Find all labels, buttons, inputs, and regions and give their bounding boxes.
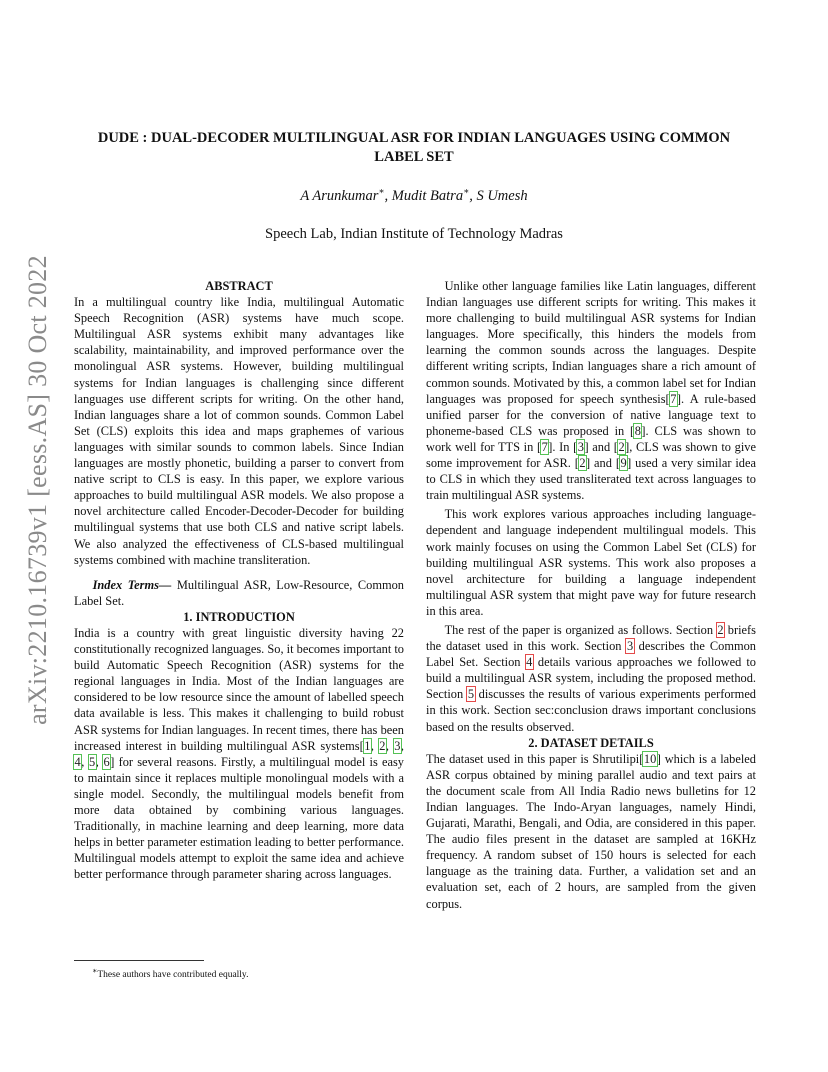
dataset-text: The dataset used in this paper is Shrutilipi[ — [426, 751, 644, 766]
citation-link[interactable]: 6 — [103, 754, 110, 769]
footnote-mark: ∗ — [92, 966, 98, 975]
intro-text: ], CLS was shown to give some improvement for ASR. [ — [426, 439, 756, 471]
left-column — [74, 278, 404, 882]
intro-text: details various approaches we followed to build a multilingual ASR system, including the proposed method. Section — [426, 655, 756, 702]
abstract-heading: ABSTRACT — [205, 279, 273, 293]
footnote-text — [92, 965, 404, 981]
citation-link[interactable]: 8 — [634, 423, 641, 438]
intro-text: ]. In [ — [548, 439, 578, 454]
intro-text: ] and [ — [586, 456, 620, 471]
dataset-text: ] which is a labeled ASR corpus obtained by mining parallel audio and text pairs at the document scale from All India Radio news bulletins for 12 Indian languages. The Indo-Aryan languages, namely Hindi, Gujarati, Marathi, Bengali, and Odia, are considered in this paper. The audio files present in the dataset are sampled at 16KHz frequency. A random subset of 150 hours is selected for each language as the training data. Further, a validation set and an evaluation set, each of 2 hours, are sampled from the given corpus. — [426, 751, 756, 911]
intro-text: ]. A rule-based unified parser for the conversion of native language text to phoneme-based CLS was proposed in [ — [426, 391, 756, 438]
author-name: Mudit Batra — [391, 187, 464, 204]
citation-link[interactable]: 7 — [670, 391, 677, 406]
intro-paragraph-4 — [426, 622, 756, 735]
intro-paragraph-2 — [426, 278, 756, 503]
footnote-rule — [74, 960, 204, 961]
author-name: A Arunkumar — [300, 187, 379, 204]
intro-text: ] for several reasons. Firstly, a multilingual model is easy to maintain since it replaces multiple monolingual models with a single model. Secondly, the multilingual models benefit from more data obtained by combining various languages. Traditionally, in machine learning and deep learning, more data helps in better parameter estimation leading to better performance. Multilingual models attempt to exploit the same idea and achieve better performance through parameter sharing across languages. — [74, 754, 404, 882]
paper-title: DUDE : DUAL-DECODER MULTILINGUAL ASR FOR INDIAN LANGUAGES USING COMMON LABEL SET — [97, 130, 731, 165]
arxiv-sidebar — [18, 255, 58, 725]
intro-paragraph-3: This work explores various approaches including language-dependent and language independent multilingual models. This work mainly focuses on using the Common Label Set (CLS) for building multilingual ASR systems. This work also proposes a novel architecture for building a language independent multilingual ASR system that might pave way for future research in this area. — [426, 507, 756, 618]
citation-link[interactable]: 5 — [89, 754, 96, 769]
introduction-heading: 1. INTRODUCTION — [183, 609, 295, 624]
intro-text: describes the Common Label Set. Section — [426, 639, 756, 670]
section-link[interactable]: 2 — [717, 622, 724, 637]
citation-link[interactable]: 3 — [577, 439, 584, 454]
author-list: A Arunkumar∗, Mudit Batra∗, S Umesh — [300, 186, 528, 204]
citation-link[interactable]: 2 — [379, 738, 386, 753]
intro-text: Unlike other language families like Latin languages, different Indian languages use different scripts for writing. This makes it more challenging to build multilingual ASR systems for Indian languages. More specifically, this hinders the models from learning the common sounds across the languages. Despite different writing scripts, Indian languages share a rich amount of common sounds. Motivated by this, a common label set for Indian languages was proposed for speech synthesis[ — [426, 279, 756, 406]
section-link[interactable]: 4 — [526, 655, 533, 670]
arxiv-identifier: arXiv:2210.16739v1 [eess.AS] 30 Oct 2022 — [23, 255, 52, 725]
intro-paragraph-1: India is a country with great linguistic diversity having 22 constitutionally recognized languages. So, it becomes important to build Automatic Speech Recognition (ASR) systems for the regional languages in India. Most of the Indian languages are considered to be low resource since the amount of labelled speech data available is less. This makes it challenging to build robust ASR systems for Indian languages. In recent times, there has been increased interest in building multilingual ASR systems[1, 2, 3, 4, 5, 6] for several reasons. Firstly, a multilingual model is easy to maintain since it replaces multiple monolingual models with a single model. Secondly, the multilingual models benefit from more data obtained by combining various languages. Traditionally, in machine learning and deep learning, more data helps in better parameter estimation leading to better performance. Multilingual models attempt to exploit the same idea and achieve better performance through parameter sharing across languages. — [74, 625, 405, 882]
author-mark: ∗ — [378, 186, 385, 196]
citation-link[interactable]: 1 — [364, 738, 371, 753]
citation-link[interactable]: 9 — [620, 456, 627, 471]
intro-text: ] and [ — [584, 439, 618, 454]
author-mark: ∗ — [463, 186, 470, 196]
section-link[interactable]: 5 — [467, 687, 475, 702]
intro-text: briefs the dataset used in this work. Section — [426, 622, 756, 654]
citation-link[interactable]: 7 — [541, 439, 548, 454]
affiliation: Speech Lab, Indian Institute of Technology Madras — [265, 226, 563, 242]
index-terms — [74, 577, 404, 609]
footnote-body: These authors have contributed equally. — [97, 970, 249, 981]
intro-text: India is a country with great linguistic diversity having 22 constitutionally recognized languages. So, it becomes important to build Automatic Speech Recognition (ASR) systems for the regional languages in India. Most of the Indian languages are considered to be low resource since the amount of labelled speech data available is less. This makes it challenging to build robust ASR systems for Indian languages. In recent times, there has been increased interest in building multilingual ASR systems[ — [74, 625, 404, 753]
intro-text: ]. CLS was shown to work well for TTS in [ — [426, 423, 756, 454]
index-terms-label: Index Terms— — [92, 577, 172, 592]
author-name: S Umesh — [476, 187, 528, 204]
intro-text: ] used a very similar idea to CLS in which they used transliterated text across languages to train multilingual ASR systems. — [426, 456, 756, 503]
footnote — [74, 960, 404, 981]
citation-link[interactable]: 3 — [394, 738, 401, 753]
abstract-body: In a multilingual country like India, multilingual Automatic Speech Recognition (ASR) systems have much scope. Multilingual ASR systems exhibit many advantages like scalability, maintainability, and improved performance over the monolingual ASR systems. However, building multilingual systems for Indian languages is challenging since different languages use different scripts for writing. On the other hand, Indian languages share a lot of common sounds. Common Label Set (CLS) exploits this idea and maps graphemes of various languages with similar sounds to common labels. Since Indian languages are mostly phonetic, building a parser to convert from native script to CLS is easy. In this paper, we explore various approaches to build multilingual ASR models. We also propose a novel architecture called Encoder-Decoder-Decoder for building multilingual systems that use both CLS and native script labels. We also analyzed the effectiveness of CLS-based multilingual systems combined with machine transliteration. — [74, 295, 404, 567]
dataset-paragraph — [426, 751, 756, 912]
citation-link[interactable]: 10 — [643, 751, 657, 766]
intro-text: The rest of the paper is organized as follows. Section — [444, 622, 717, 637]
index-terms-text: Multilingual ASR, Low-Resource, Common Label Set. — [74, 577, 404, 608]
intro-text: discusses the results of various experiments performed in this work. Section sec:conclusion draws important conclusions based on the results observed. — [426, 687, 757, 734]
citation-link[interactable]: 4 — [74, 754, 81, 769]
right-column — [426, 278, 756, 912]
citation-link[interactable]: 2 — [579, 456, 586, 471]
dataset-heading: 2. DATASET DETAILS — [528, 735, 654, 750]
citation-link[interactable]: 2 — [618, 439, 625, 454]
section-link[interactable]: 3 — [626, 639, 634, 654]
